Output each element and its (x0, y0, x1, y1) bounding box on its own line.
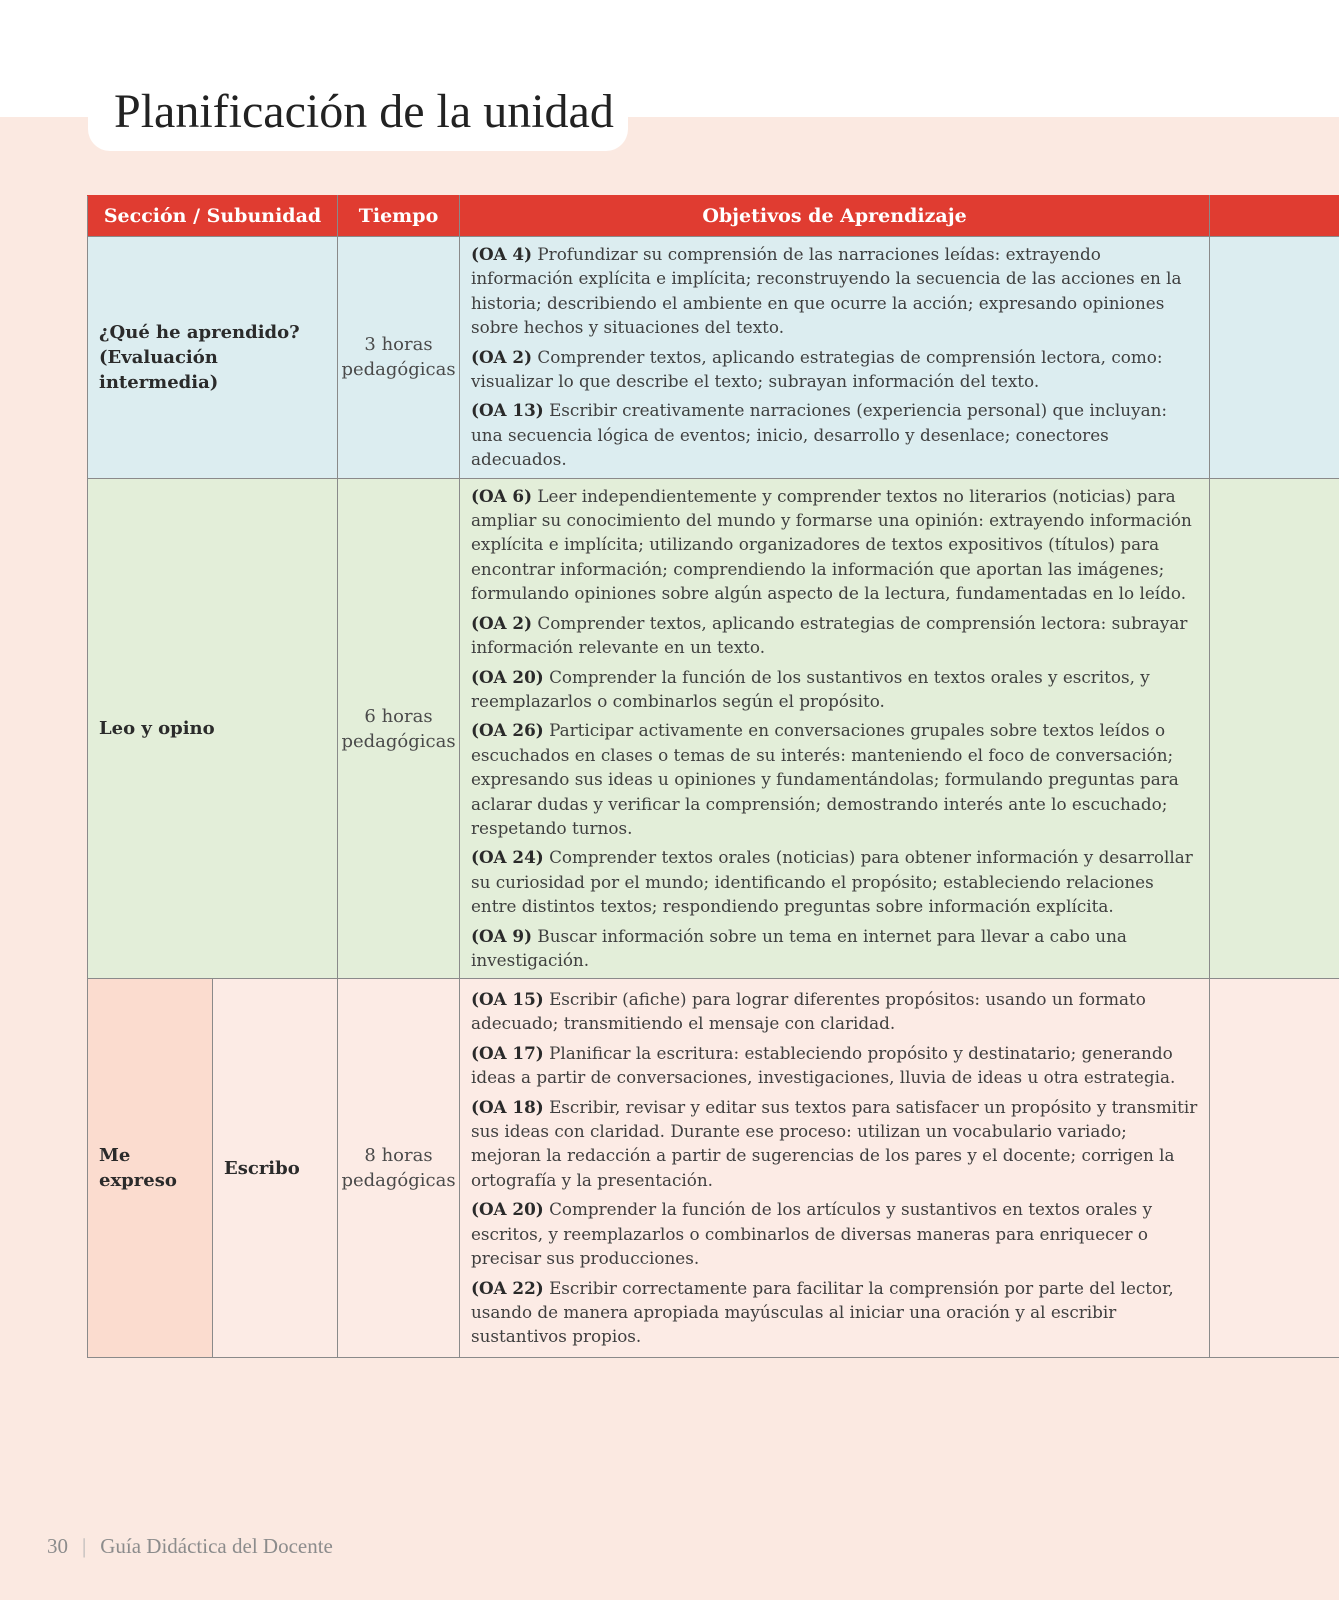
objective-item (471, 924, 1201, 973)
time-cell: 6 horas pedagógicas (338, 478, 460, 979)
section-cell: Leo y opino (88, 478, 338, 979)
objective-code: (OA 22) (471, 1277, 544, 1298)
objectives-cell (460, 979, 1210, 1358)
objective-item (471, 611, 1201, 660)
objective-code: (OA 15) (471, 989, 544, 1010)
objective-text: Escribir correctamente para facilitar la comprensión por parte del lector, usando de manera apropiada mayúsculas al iniciar una oración y al escribir sustantivos propios. (471, 1277, 1174, 1347)
objective-text: Planificar la escritura: estableciendo propósito y destinatario; generando ideas a partir de conversaciones, investigaciones, lluvia de ideas u otra estrategia. (471, 1042, 1176, 1088)
objective-text: Comprender la función de los artículos y sustantivos en textos orales y escritos, y reemplazarlos o combinarlos de diversas maneras para enriquecer o precisar sus producciones. (471, 1199, 1153, 1269)
objective-item (471, 1276, 1201, 1349)
objective-code: (OA 13) (471, 400, 544, 421)
planning-table (87, 195, 1339, 1358)
objective-item (471, 242, 1201, 340)
time-cell: 3 horas pedagógicas (338, 237, 460, 479)
objective-code: (OA 17) (471, 1042, 544, 1063)
objective-code: (OA 2) (471, 612, 533, 633)
objective-text: Profundizar su comprensión de las narraciones leídas: extrayendo información explícita e implícita; reconstruyendo la secuencia de las acciones en la historia; describiendo el ambiente en que ocurre la acción; expresando opiniones sobre hechos y situaciones del texto. (471, 244, 1182, 338)
objective-code: (OA 9) (471, 925, 533, 946)
objective-code: (OA 24) (471, 847, 544, 868)
footer-separator: | (82, 1534, 87, 1558)
table-header-row (88, 196, 1339, 237)
objective-code: (OA 6) (471, 485, 533, 506)
objective-item (471, 1197, 1201, 1270)
objective-text: Escribir, revisar y editar sus textos para satisfacer un propósito y transmitir sus ideas con claridad. Durante ese proceso: utilizan un vocabulario variado; mejoran la redacción a partir de sugerencias de los pares y el docente; corrigen la ortografía y la presentación. (471, 1096, 1198, 1190)
objective-code: (OA 20) (471, 666, 544, 687)
extra-cell (1210, 478, 1339, 979)
objective-code: (OA 20) (471, 1199, 544, 1220)
objective-item (471, 1095, 1201, 1193)
objective-item (471, 484, 1201, 606)
time-cell: 8 horas pedagógicas (338, 979, 460, 1358)
objective-text: Comprender textos, aplicando estrategias de comprensión lectora, como: visualizar lo que describe el texto; subrayan información del texto. (471, 346, 1163, 392)
objective-text: Comprender textos, aplicando estrategias de comprensión lectora: subrayar información relevante en un texto. (471, 612, 1188, 658)
book-title: Guía Didáctica del Docente (100, 1534, 333, 1558)
objective-item (471, 845, 1201, 918)
section-cell: ¿Qué he aprendido? (Evaluación intermedia) (88, 237, 338, 479)
page-title: Planificación de la unidad (114, 85, 614, 138)
objective-text: Escribir (afiche) para lograr diferentes propósitos: usando un formato adecuado; transmitiendo el mensaje con claridad. (471, 989, 1146, 1034)
objective-item (471, 398, 1201, 471)
objectives-cell (460, 237, 1210, 479)
table-row (88, 478, 1339, 979)
objective-text: Participar activamente en conversaciones grupales sobre textos leídos o escuchados en clases o temas de su interés: manteniendo el foco de conversación; expresando sus ideas u opiniones y fundamentándolas; formulando preguntas para aclarar dudas y verificar la comprensión; demostrando interés ante lo escuchado; respetando turnos. (471, 720, 1179, 838)
objective-item (471, 665, 1201, 714)
page-number: 30 (47, 1534, 68, 1558)
table-row (88, 237, 1339, 479)
objective-code: (OA 18) (471, 1096, 544, 1117)
objective-code: (OA 26) (471, 720, 544, 741)
table-row (88, 979, 1339, 1358)
subsection-cell: Escribo (213, 979, 338, 1358)
objective-text: Comprender textos orales (noticias) para obtener información y desarrollar su curiosidad por el mundo; identificando el propósito; estableciendo relaciones entre distintos textos; respondiendo preguntas sobre información explícita. (471, 847, 1193, 917)
objective-item (471, 718, 1201, 840)
section-cell: Me expreso (88, 979, 213, 1358)
objective-item (471, 1041, 1201, 1090)
extra-cell (1210, 979, 1339, 1358)
objective-item (471, 987, 1201, 1036)
header-time: Tiempo (338, 196, 460, 237)
objective-text: Leer independientemente y comprender textos no literarios (noticias) para ampliar su conocimiento del mundo y formarse una opinión: extrayendo información explícita e implícita; utilizando organizadores de textos expositivos (títulos) para encontrar información; comprendiendo la información que aportan las imágenes; formulando opiniones sobre algún aspecto de la lectura, fundamentadas en lo leído. (471, 485, 1192, 604)
objective-code: (OA 2) (471, 346, 533, 367)
page-footer (47, 1534, 333, 1559)
objective-text: Buscar información sobre un tema en internet para llevar a cabo una investigación. (471, 925, 1127, 970)
objective-item (471, 345, 1201, 394)
header-objectives: Objetivos de Aprendizaje (460, 196, 1210, 237)
objectives-cell (460, 478, 1210, 979)
objective-text: Comprender la función de los sustantivos en textos orales y escritos, y reemplazarlos o combinarlos según el propósito. (471, 666, 1150, 711)
extra-cell (1210, 237, 1339, 479)
header-extra-column (1210, 196, 1339, 237)
header-section: Sección / Subunidad (88, 196, 338, 237)
objective-text: Escribir creativamente narraciones (experiencia personal) que incluyan: una secuencia lógica de eventos; inicio, desarrollo y desenlace; conectores adecuados. (471, 400, 1168, 470)
objective-code: (OA 4) (471, 244, 533, 264)
